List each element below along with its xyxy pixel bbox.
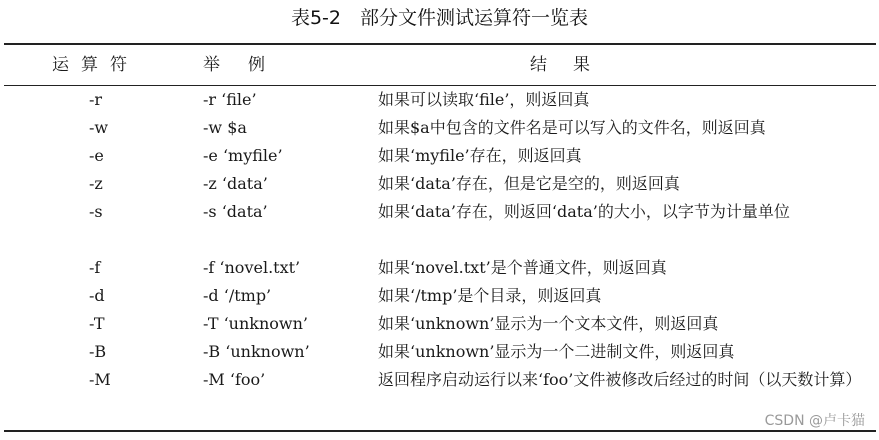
example-cell: -T ‘unknown’ (203, 314, 309, 333)
operator-cell: -B (89, 342, 107, 361)
table-row (0, 86, 879, 114)
table-row (0, 198, 879, 226)
table-row (0, 170, 879, 198)
example-cell: -e ‘myfile’ (203, 146, 283, 165)
table-row (0, 282, 879, 310)
example-cell: -f ‘novel.txt’ (203, 258, 301, 277)
table-row (0, 366, 879, 394)
example-cell: -r ‘file’ (203, 90, 257, 109)
example-cell: -s ‘data’ (203, 202, 268, 221)
example-cell: -M ‘foo’ (203, 370, 266, 389)
operator-cell: -T (89, 314, 105, 333)
table-row (0, 114, 879, 142)
result-cell: 返回程序启动运行以来‘foo’文件被修改后经过的时间（以天数计算） (378, 370, 862, 389)
table-row (0, 310, 879, 338)
result-cell: 如果‘myfile’存在，则返回真 (378, 146, 582, 165)
operator-cell: -d (89, 286, 105, 305)
example-cell: -d ‘/tmp’ (203, 286, 272, 305)
result-cell: 如果‘data’存在，则返回‘data’的大小，以字节为计量单位 (378, 202, 790, 221)
table-row (0, 142, 879, 170)
operator-cell: -r (89, 90, 103, 109)
example-cell: -B ‘unknown’ (203, 342, 310, 361)
result-cell: 如果‘unknown’显示为一个文本文件，则返回真 (378, 314, 719, 333)
table-title: 表5-2 部分文件测试运算符一览表 (290, 7, 589, 29)
operator-cell: -w (89, 118, 109, 137)
example-cell: -z ‘data’ (203, 174, 268, 193)
header-result: 结果 (530, 55, 616, 75)
result-cell: 如果‘novel.txt’是个普通文件，则返回真 (378, 258, 667, 277)
top-rule (4, 43, 876, 45)
operator-cell: -z (89, 174, 103, 193)
header-operator: 运算符 (52, 55, 139, 75)
result-cell: 如果‘unknown’显示为一个二进制文件，则返回真 (378, 342, 735, 361)
operator-cell: -f (89, 258, 101, 277)
example-cell: -w $a (203, 118, 247, 137)
result-cell: 如果‘data’存在，但是它是空的，则返回真 (378, 174, 680, 193)
table-row (0, 254, 879, 282)
result-cell: 如果$a中包含的文件名是可以写入的文件名，则返回真 (378, 118, 766, 137)
result-cell: 如果‘/tmp’是个目录，则返回真 (378, 286, 602, 305)
result-cell: 如果可以读取‘file’，则返回真 (378, 90, 590, 109)
operator-cell: -s (89, 202, 103, 221)
header-example: 举例 (203, 55, 293, 75)
table-row (0, 338, 879, 366)
bottom-rule (4, 430, 876, 432)
operator-cell: -e (89, 146, 104, 165)
operator-cell: -M (89, 370, 111, 389)
watermark: CSDN @卢卡猫 (764, 413, 865, 429)
